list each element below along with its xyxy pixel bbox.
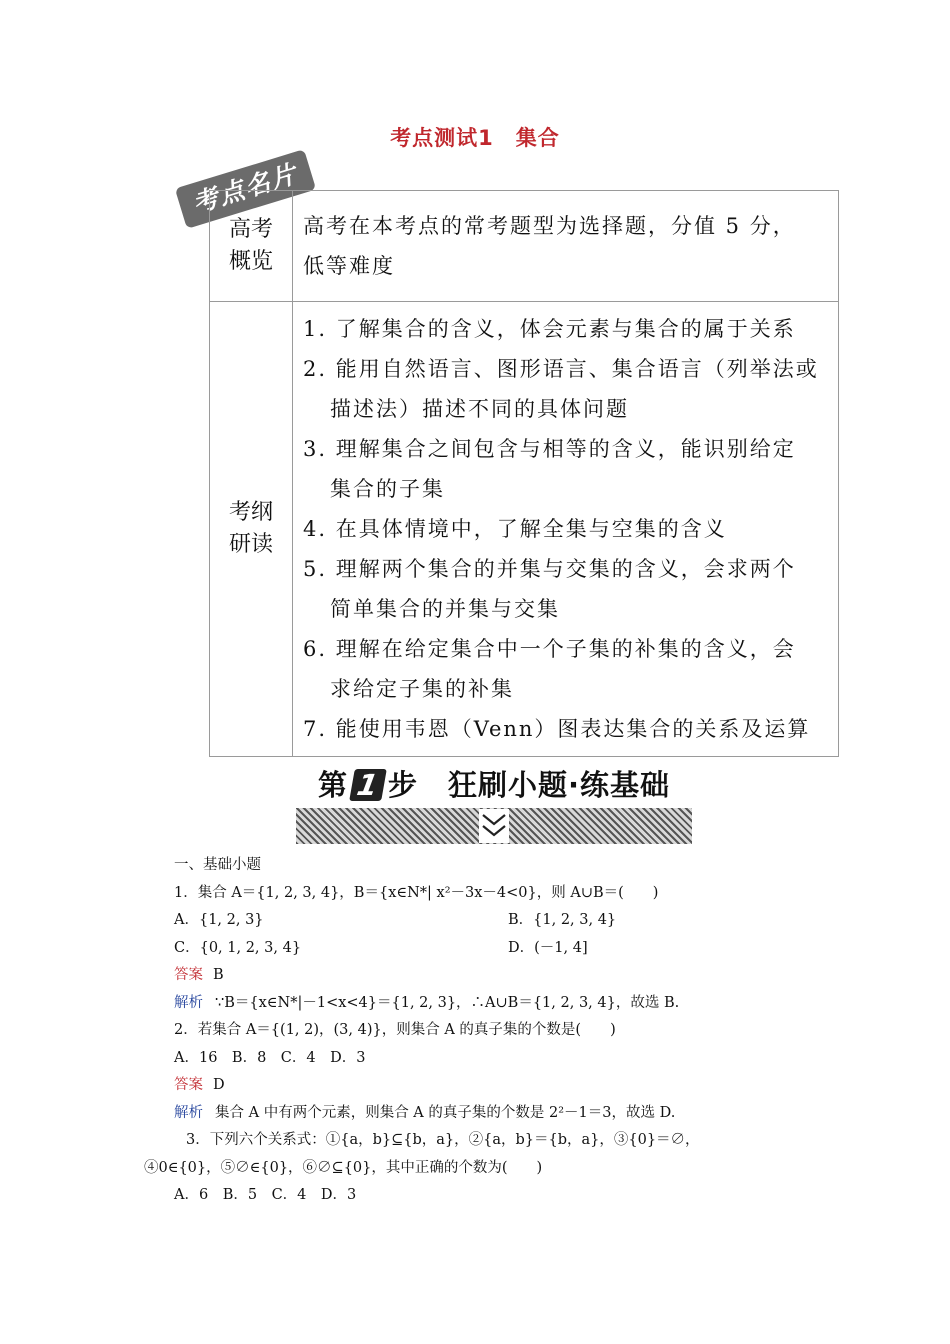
syllabus-item-5	[303, 549, 830, 629]
q1-option-d: D．(－1, 4]	[508, 939, 588, 956]
overview-table	[209, 190, 839, 757]
q1-answer-label: 答案	[174, 967, 203, 983]
overview-label-line1: 高考	[228, 217, 273, 242]
q2-analysis-label: 解析	[174, 1104, 203, 1121]
syllabus-item-6	[303, 629, 830, 709]
syllabus-label	[210, 302, 293, 757]
syllabus-row	[210, 302, 839, 757]
q2-answer-label: 答案	[174, 1077, 203, 1093]
syllabus-item-3	[303, 429, 830, 509]
step-prefix: 第	[317, 768, 348, 802]
q3-stem-line1: 3．下列六个关系式：①{a，b}⊆{b，a}，②{a，b}＝{b，a}，③{0}＝∅，	[186, 1132, 700, 1148]
step-title	[296, 763, 692, 804]
q3-stem-line2: ④0∈{0}，⑤∅∈{0}，⑥∅⊆{0}，其中正确的个数为( )	[144, 1159, 543, 1176]
syllabus-item-4-text: 4. 在具体情境中，了解全集与空集的含义	[303, 517, 727, 541]
syllabus-item-2-cont: 描述法）描述不同的具体问题	[330, 397, 629, 421]
double-chevron-down-icon	[479, 809, 509, 843]
syllabus-label-line1: 考纲	[228, 500, 273, 525]
syllabus-item-7	[303, 709, 830, 749]
overview-label	[210, 191, 293, 302]
syllabus-label-line2: 研读	[228, 532, 273, 557]
q1-option-b: B．{1, 2, 3, 4}	[508, 912, 617, 928]
q3-options: A．6 B．5 C．4 D．3	[174, 1187, 357, 1203]
q1-answer	[174, 962, 834, 990]
syllabus-item-2-text: 2. 能用自然语言、图形语言、集合语言（列举法或	[303, 357, 819, 381]
q2-answer	[174, 1072, 834, 1100]
syllabus-item-6-text: 6. 理解在给定集合中一个子集的补集的含义，会	[303, 637, 796, 661]
page-title: 考点测试1 集合	[390, 126, 560, 150]
q1-analysis-label: 解析	[174, 994, 203, 1011]
overview-label-line2: 概览	[228, 249, 273, 274]
step-suffix: 步 狂刷小题·练基础	[387, 768, 671, 802]
syllabus-item-2	[303, 349, 830, 429]
q1-analysis-text: ∵B＝{x∈N*|－1<x<4}＝{1, 2, 3}，∴A∪B＝{1, 2, 3, 4}，故选 B.	[215, 994, 680, 1011]
overview-text	[293, 191, 839, 302]
syllabus-item-7-text: 7. 能使用韦恩（Venn）图表达集合的关系及运算	[303, 717, 811, 741]
q2-stem: 2．若集合 A＝{(1, 2)，(3, 4)}，则集合 A 的真子集的个数是( )	[174, 1022, 616, 1038]
section-badge: 考点名片	[175, 149, 316, 229]
step-banner	[296, 763, 692, 845]
overview-row	[210, 191, 839, 302]
syllabus-item-3-cont: 集合的子集	[330, 477, 445, 501]
q1-answer-value: B	[213, 967, 224, 983]
syllabus-item-1	[303, 309, 830, 349]
syllabus-item-6-cont: 求给定子集的补集	[330, 677, 514, 701]
q1-option-c: C．{0, 1, 2, 3, 4}	[174, 939, 302, 956]
syllabus-item-5-cont: 简单集合的并集与交集	[330, 597, 560, 621]
overview-text-line1: 高考在本考点的常考题型为选择题，分值 5 分，	[303, 214, 796, 238]
overview-text-line2: 低等难度	[303, 254, 395, 278]
syllabus-item-3-text: 3. 理解集合之间包含与相等的含义，能识别给定	[303, 437, 796, 461]
syllabus-item-4	[303, 509, 830, 549]
step-number: 1	[349, 769, 387, 801]
q2-analysis-text: 集合 A 中有两个元素，则集合 A 的真子集的个数是 2²－1＝3，故选 D.	[215, 1104, 676, 1121]
q2-options: A．16 B．8 C．4 D．3	[174, 1049, 366, 1066]
syllabus-item-5-text: 5. 理解两个集合的并集与交集的含义，会求两个	[303, 557, 796, 581]
q1-options-row-2	[174, 935, 834, 963]
q1-analysis	[174, 990, 834, 1018]
syllabus-list	[293, 302, 839, 757]
q1-option-a: A．{1, 2, 3}	[174, 912, 264, 928]
section-heading: 一、基础小题	[174, 857, 261, 873]
questions-section	[144, 852, 834, 1210]
q1-stem: 1．集合 A＝{1, 2, 3, 4}，B＝{x∈N*| x²－3x－4<0}，则 A∪B＝( )	[174, 884, 659, 901]
syllabus-item-1-text: 1. 了解集合的含义，体会元素与集合的属于关系	[303, 317, 796, 341]
q2-answer-value: D	[213, 1077, 225, 1093]
q1-options-row-1	[174, 907, 834, 935]
q2-analysis	[174, 1100, 834, 1128]
